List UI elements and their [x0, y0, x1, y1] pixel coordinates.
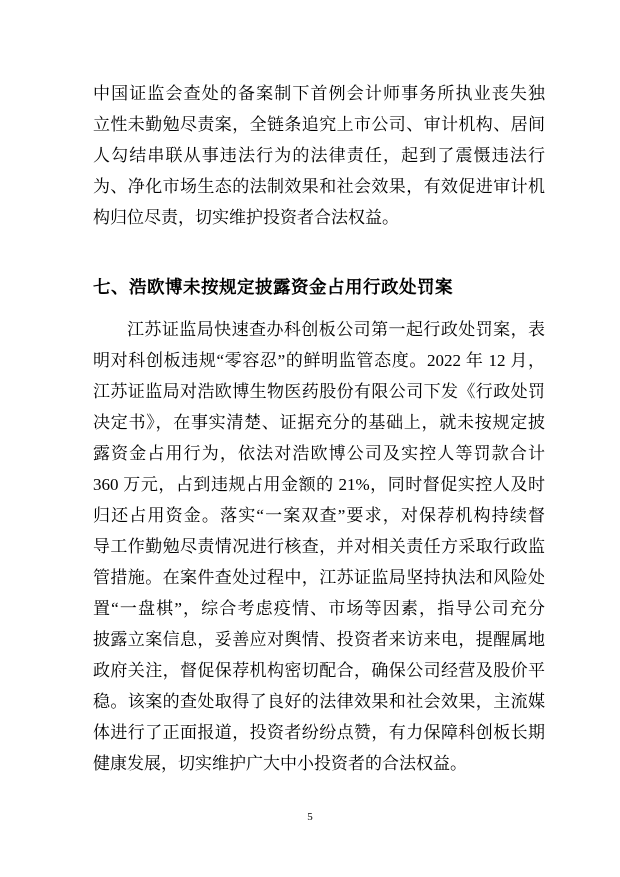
text-line: 江苏证监局快速查办科创板公司第一起行政处罚案，表: [127, 320, 545, 339]
text-line: 中国证监会查处的备案制下首例会计师事务所执业丧失独: [93, 84, 545, 103]
text-line: 立性未勤勉尽责案，全链条追究上市公司、审计机构、居间: [93, 115, 545, 134]
text-line: 决定书》，在事实清楚、证据充分的基础上，就未按规定披: [93, 413, 545, 432]
paragraph-continuation: [93, 78, 545, 233]
section-heading: 七、浩欧博未按规定披露资金占用行政处罚案: [93, 277, 453, 297]
text-line: 政府关注，督促保荐机构密切配合，确保公司经营及股价平: [93, 661, 545, 680]
text-line: 360 万元，占到违规占用金额的 21%，同时督促实控人及时: [93, 475, 545, 494]
text-line: 健康发展，切实维护广大中小投资者的合法权益。: [93, 754, 467, 773]
text-line: 稳。该案的查处取得了良好的法律效果和社会效果，主流媒: [93, 692, 545, 711]
paragraph-body: [93, 314, 545, 779]
text-line: 归还占用资金。落实“一案双查”要求，对保荐机构持续督: [93, 506, 545, 525]
text-line: 导工作勤勉尽责情况进行核查，并对相关责任方采取行政监: [93, 537, 545, 556]
page-number: 5: [307, 811, 313, 823]
text-line: 披露立案信息，妥善应对舆情、投资者来访来电，提醒属地: [93, 630, 545, 649]
text-line: 置“一盘棋”，综合考虑疫情、市场等因素，指导公司充分: [93, 599, 545, 618]
text-line: 人勾结串联从事违法行为的法律责任，起到了震慑违法行: [93, 146, 545, 165]
text-line: 露资金占用行为，依法对浩欧博公司及实控人等罚款合计: [93, 444, 545, 463]
text-line: 管措施。在案件查处过程中，江苏证监局坚持执法和风险处: [93, 568, 545, 587]
text-line: 体进行了正面报道，投资者纷纷点赞，有力保障科创板长期: [93, 723, 545, 742]
text-line: 构归位尽责，切实维护投资者合法权益。: [93, 208, 399, 227]
text-line: 明对科创板违规“零容忍”的鲜明监管态度。2022 年 12 月，: [93, 351, 545, 370]
text-line: 江苏证监局对浩欧博生物医药股份有限公司下发《行政处罚: [93, 382, 545, 401]
text-line: 为、净化市场生态的法制效果和社会效果，有效促进审计机: [93, 177, 545, 196]
